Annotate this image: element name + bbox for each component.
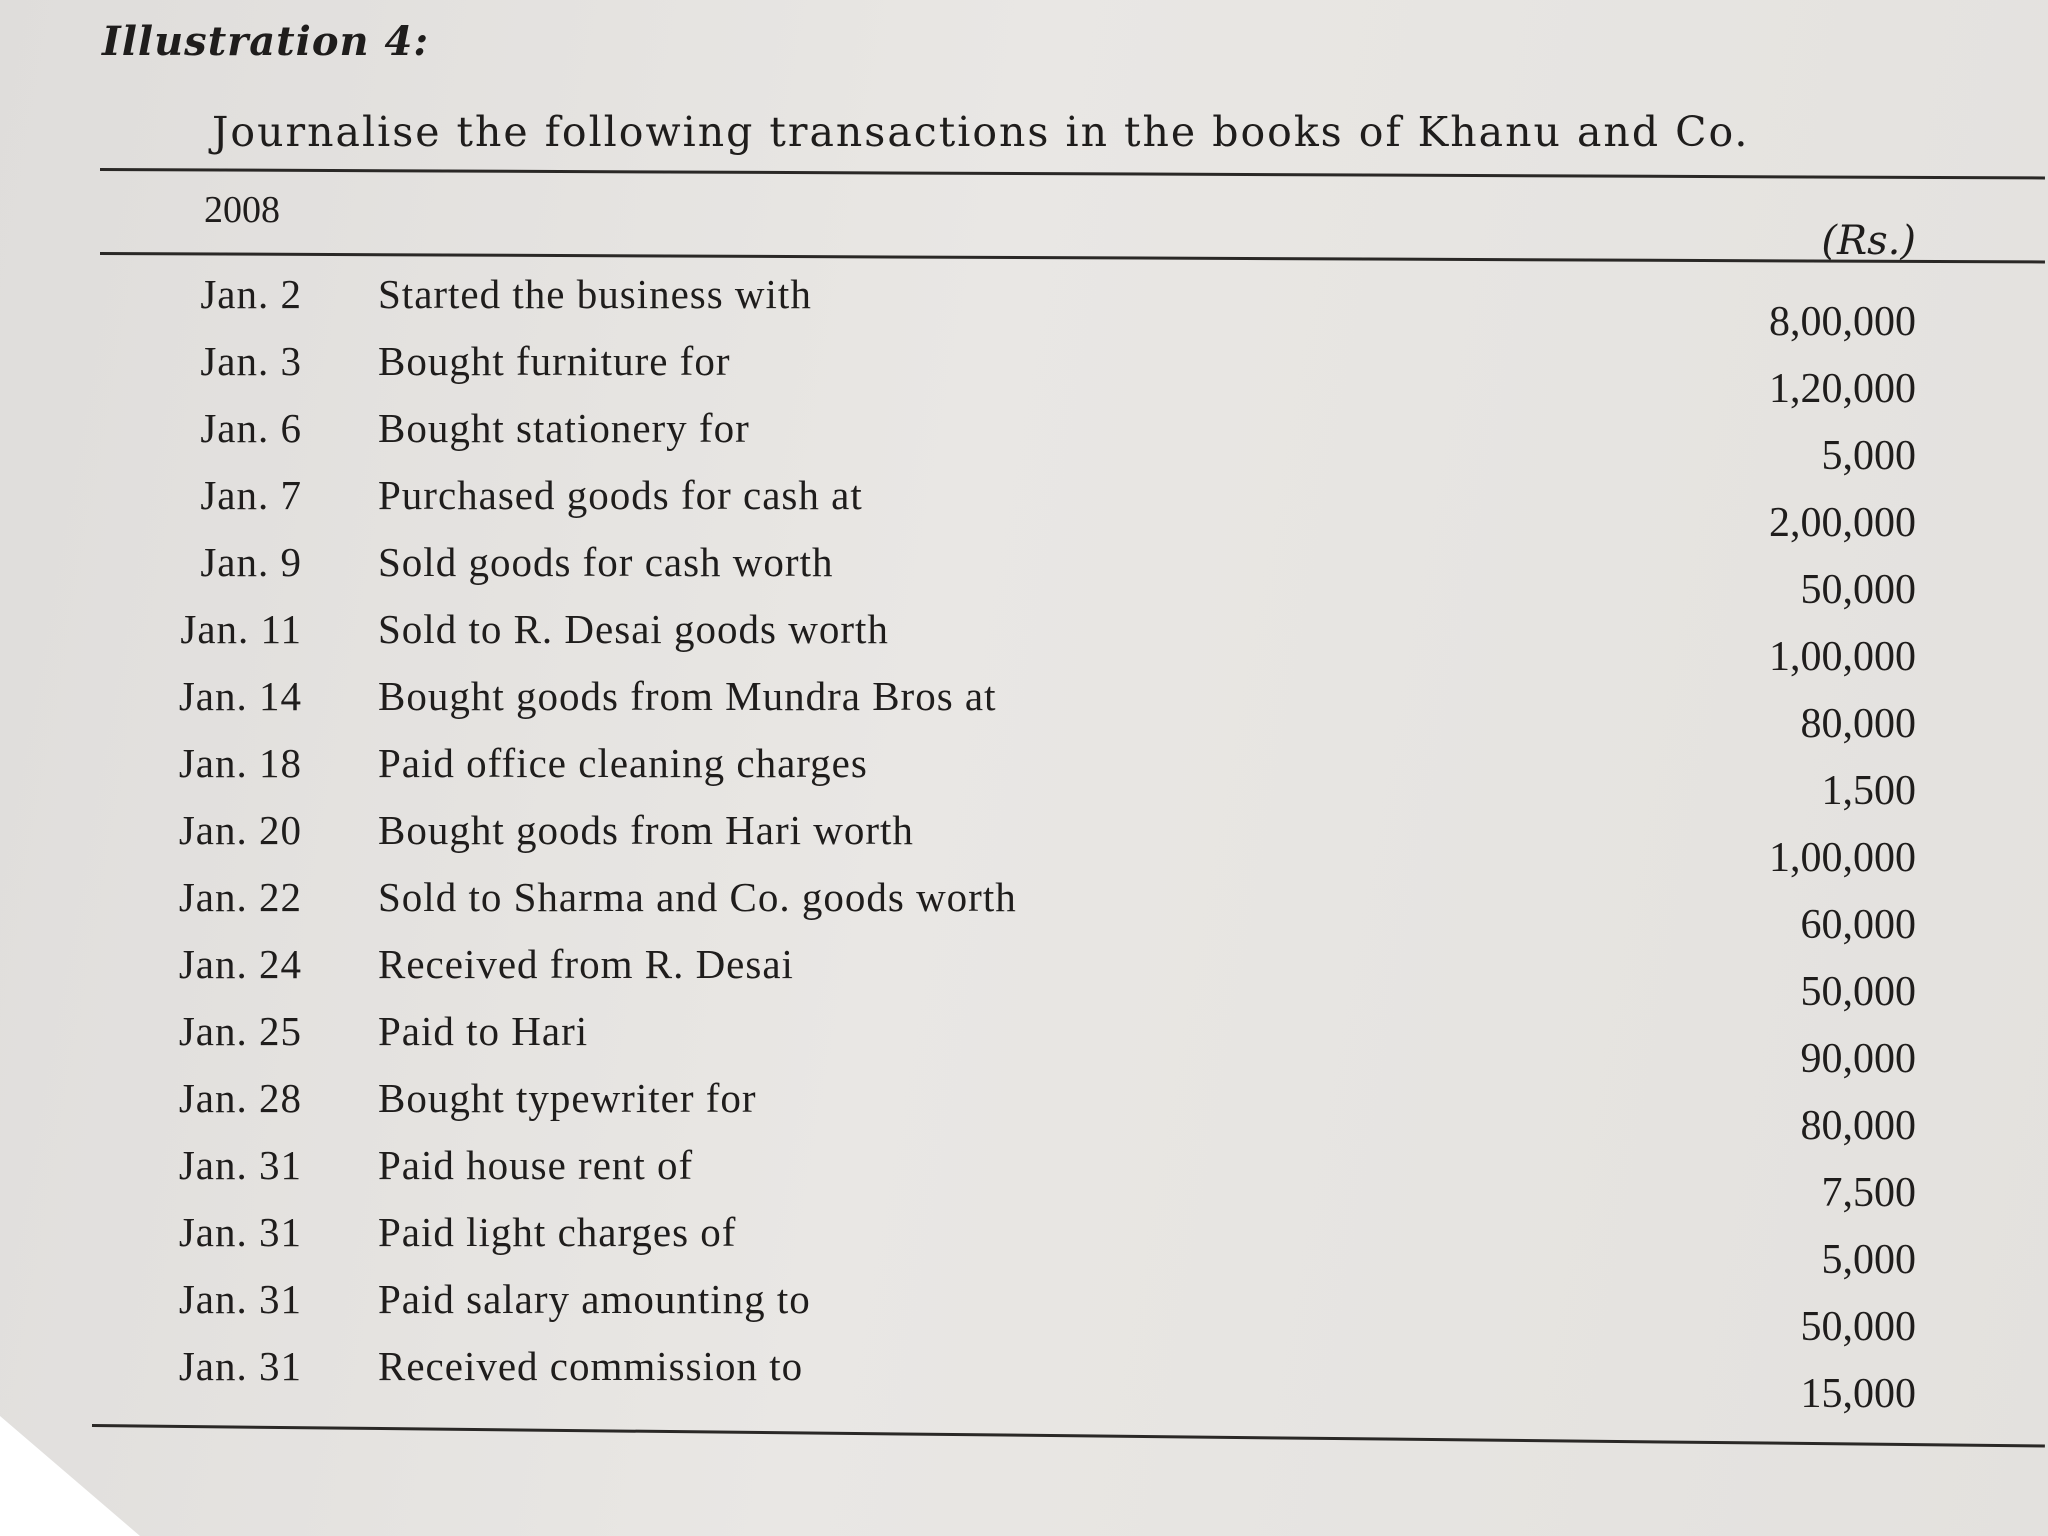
table-row — [0, 739, 2048, 814]
table-row — [0, 873, 2048, 948]
transaction-description: Bought stationery for — [378, 405, 750, 451]
table-header-rule — [100, 252, 2045, 263]
table-row — [0, 605, 2048, 680]
transaction-amount: 50,000 — [1800, 1304, 1916, 1350]
page-corner — [0, 1416, 140, 1536]
transaction-amount: 5,000 — [1821, 1237, 1916, 1283]
transaction-description: Bought goods from Mundra Bros at — [378, 673, 997, 719]
transaction-date: Jan. 2 — [200, 271, 302, 317]
transaction-date: Jan. 18 — [178, 740, 302, 786]
transaction-description: Purchased goods for cash at — [378, 472, 863, 518]
table-row — [0, 1074, 2048, 1149]
table-row — [0, 1275, 2048, 1350]
instruction-text: Journalise the following transactions in the books of Khanu and Co. — [212, 108, 1750, 156]
transaction-date: Jan. 7 — [200, 472, 302, 518]
table-row — [0, 404, 2048, 479]
transaction-description: Received from R. Desai — [378, 941, 794, 987]
transaction-date: Jan. 14 — [178, 673, 302, 719]
transaction-amount: 80,000 — [1800, 701, 1916, 747]
transaction-description: Started the business with — [378, 271, 812, 317]
transaction-date: Jan. 31 — [178, 1209, 302, 1255]
transaction-amount: 8,00,000 — [1769, 299, 1916, 345]
transaction-description: Sold goods for cash worth — [378, 539, 834, 585]
illustration-heading: Illustration 4: — [102, 18, 430, 65]
currency-header: (Rs.) — [1821, 218, 1916, 264]
table-row — [0, 1007, 2048, 1082]
table-row — [0, 940, 2048, 1015]
table-row — [0, 538, 2048, 613]
transaction-amount: 7,500 — [1821, 1170, 1916, 1216]
table-row — [0, 806, 2048, 881]
transaction-description: Paid salary amounting to — [378, 1276, 811, 1322]
transaction-date: Jan. 22 — [178, 874, 302, 920]
transaction-date: Jan. 24 — [178, 941, 302, 987]
transaction-description: Bought goods from Hari worth — [378, 807, 914, 853]
transaction-amount: 60,000 — [1800, 902, 1916, 948]
table-year: 2008 — [204, 189, 280, 231]
transaction-amount: 2,00,000 — [1769, 500, 1916, 546]
table-row — [0, 1141, 2048, 1216]
table-row — [0, 1342, 2048, 1417]
transaction-description: Paid to Hari — [378, 1008, 589, 1054]
table-bottom-rule — [92, 1424, 2045, 1447]
table-top-rule — [100, 168, 2045, 179]
transaction-amount: 90,000 — [1800, 1036, 1916, 1082]
transaction-description: Paid office cleaning charges — [378, 740, 868, 786]
transaction-amount: 1,00,000 — [1769, 835, 1916, 881]
transaction-description: Paid house rent of — [378, 1142, 694, 1188]
table-row — [0, 672, 2048, 747]
transaction-amount: 15,000 — [1800, 1371, 1916, 1417]
transaction-date: Jan. 3 — [200, 338, 302, 384]
transaction-amount: 5,000 — [1821, 433, 1916, 479]
table-row — [0, 471, 2048, 546]
transaction-date: Jan. 31 — [178, 1142, 302, 1188]
transaction-description: Sold to R. Desai goods worth — [378, 606, 889, 652]
transaction-amount: 50,000 — [1800, 969, 1916, 1015]
transaction-amount: 50,000 — [1800, 567, 1916, 613]
transaction-date: Jan. 31 — [178, 1343, 302, 1389]
transaction-date: Jan. 11 — [180, 606, 302, 652]
table-row — [0, 337, 2048, 412]
transaction-date: Jan. 25 — [178, 1008, 302, 1054]
table-row — [0, 1208, 2048, 1283]
transaction-description: Sold to Sharma and Co. goods worth — [378, 874, 1017, 920]
transaction-description: Paid light charges of — [378, 1209, 737, 1255]
transaction-amount: 1,500 — [1821, 768, 1916, 814]
transaction-date: Jan. 31 — [178, 1276, 302, 1322]
transaction-amount: 80,000 — [1800, 1103, 1916, 1149]
transaction-date: Jan. 28 — [178, 1075, 302, 1121]
transaction-date: Jan. 6 — [200, 405, 302, 451]
transaction-description: Bought furniture for — [378, 338, 731, 384]
transaction-amount: 1,20,000 — [1769, 366, 1916, 412]
table-row — [0, 270, 2048, 345]
transaction-description: Received commission to — [378, 1343, 804, 1389]
transaction-description: Bought typewriter for — [378, 1075, 757, 1121]
transaction-date: Jan. 20 — [178, 807, 302, 853]
transaction-amount: 1,00,000 — [1769, 634, 1916, 680]
transaction-date: Jan. 9 — [200, 539, 302, 585]
